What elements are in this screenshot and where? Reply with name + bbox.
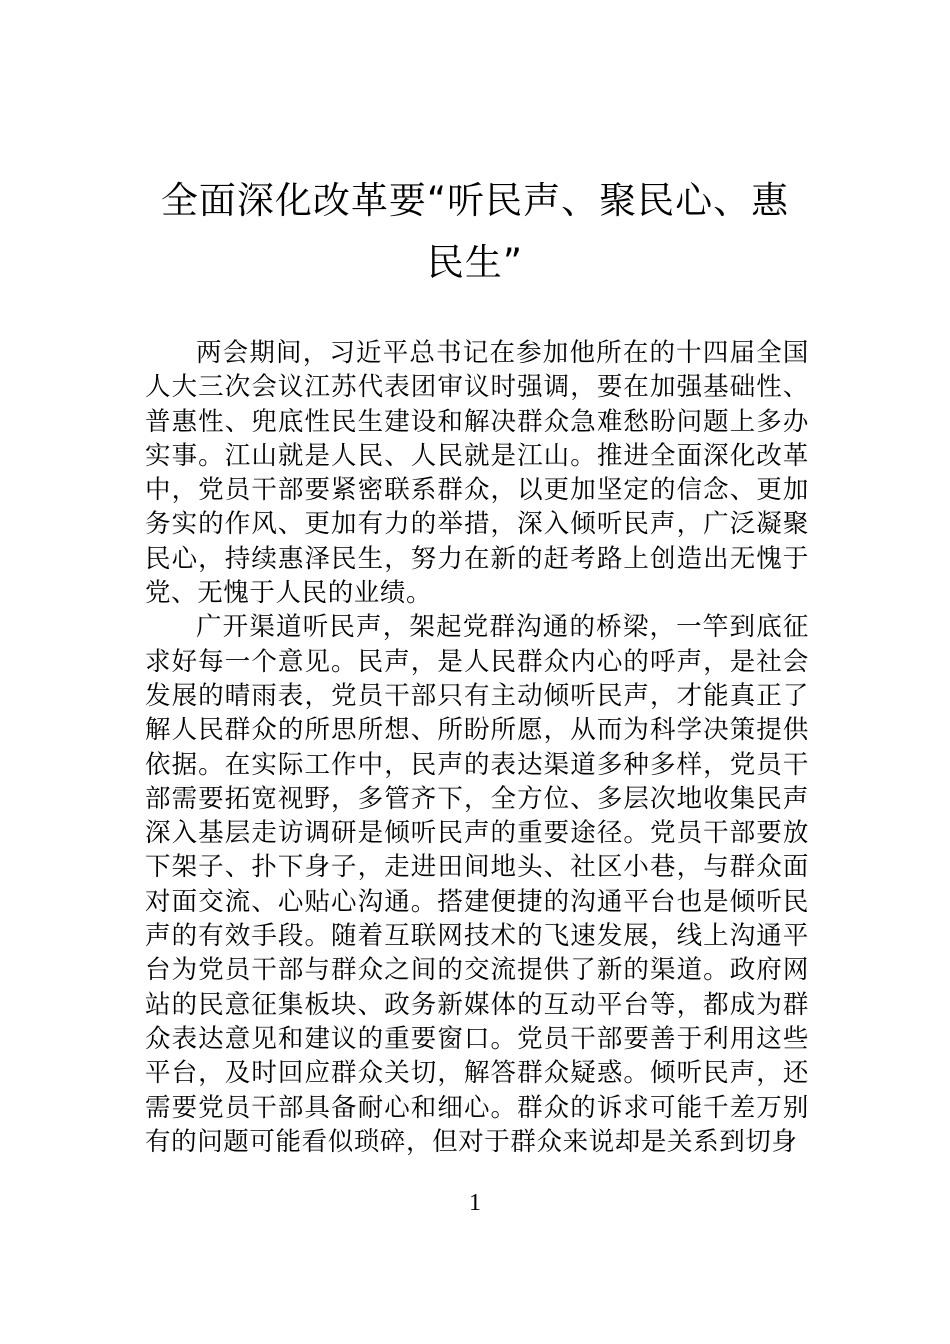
page-number: 1 [469, 1190, 481, 1216]
paragraph: 两会期间，习近平总书记在参加他所在的十四届全国人大三次会议江苏代表团审议时强调，要在加强基础性、普惠性、兜底性民生建设和解决群众急难愁盼问题上多办实事。江山就是人民、人民就是江山。推进全面深化改革中，党员干部要紧密联系群众，以更加坚定的信念、更加务实的作风、更加有力的举措，深入倾听民声，广泛凝聚民心，持续惠泽民生，努力在新的赶考路上创造出无愧于党、无愧于人民的业绩。 [145, 338, 809, 609]
paragraph: 广开渠道听民声，架起党群沟通的桥梁，一竿到底征求好每一个意见。民声，是人民群众内心的呼声，是社会发展的晴雨表，党员干部只有主动倾听民声，才能真正了解人民群众的所思所想、所盼所愿，从而为科学决策提供依据。在实际工作中，民声的表达渠道多种多样，党员干部需要拓宽视野，多管齐下，全方位、多层次地收集民声深入基层走访调研是倾听民声的重要途径。党员干部要放下架子、扑下身子，走进田间地头、社区小巷，与群众面对面交流、心贴心沟通。搭建便捷的沟通平台也是倾听民声的有效手段。随着互联网技术的飞速发展，线上沟通平台为党员干部与群众之间的交流提供了新的渠道。政府网站的民意征集板块、政务新媒体的互动平台等，都成为群众表达意见和建议的重要窗口。党员干部要善于利用这些平台，及时回应群众关切，解答群众疑惑。倾听民声，还需要党员干部具备耐心和细心。群众的诉求可能千差万别有的问题可能看似琐碎，但对于群众来说却是关系到切身 [145, 612, 809, 1157]
document-body [145, 336, 809, 1159]
document-title: 全面深化改革要“听民声、聚民心、惠民生” [160, 179, 790, 284]
